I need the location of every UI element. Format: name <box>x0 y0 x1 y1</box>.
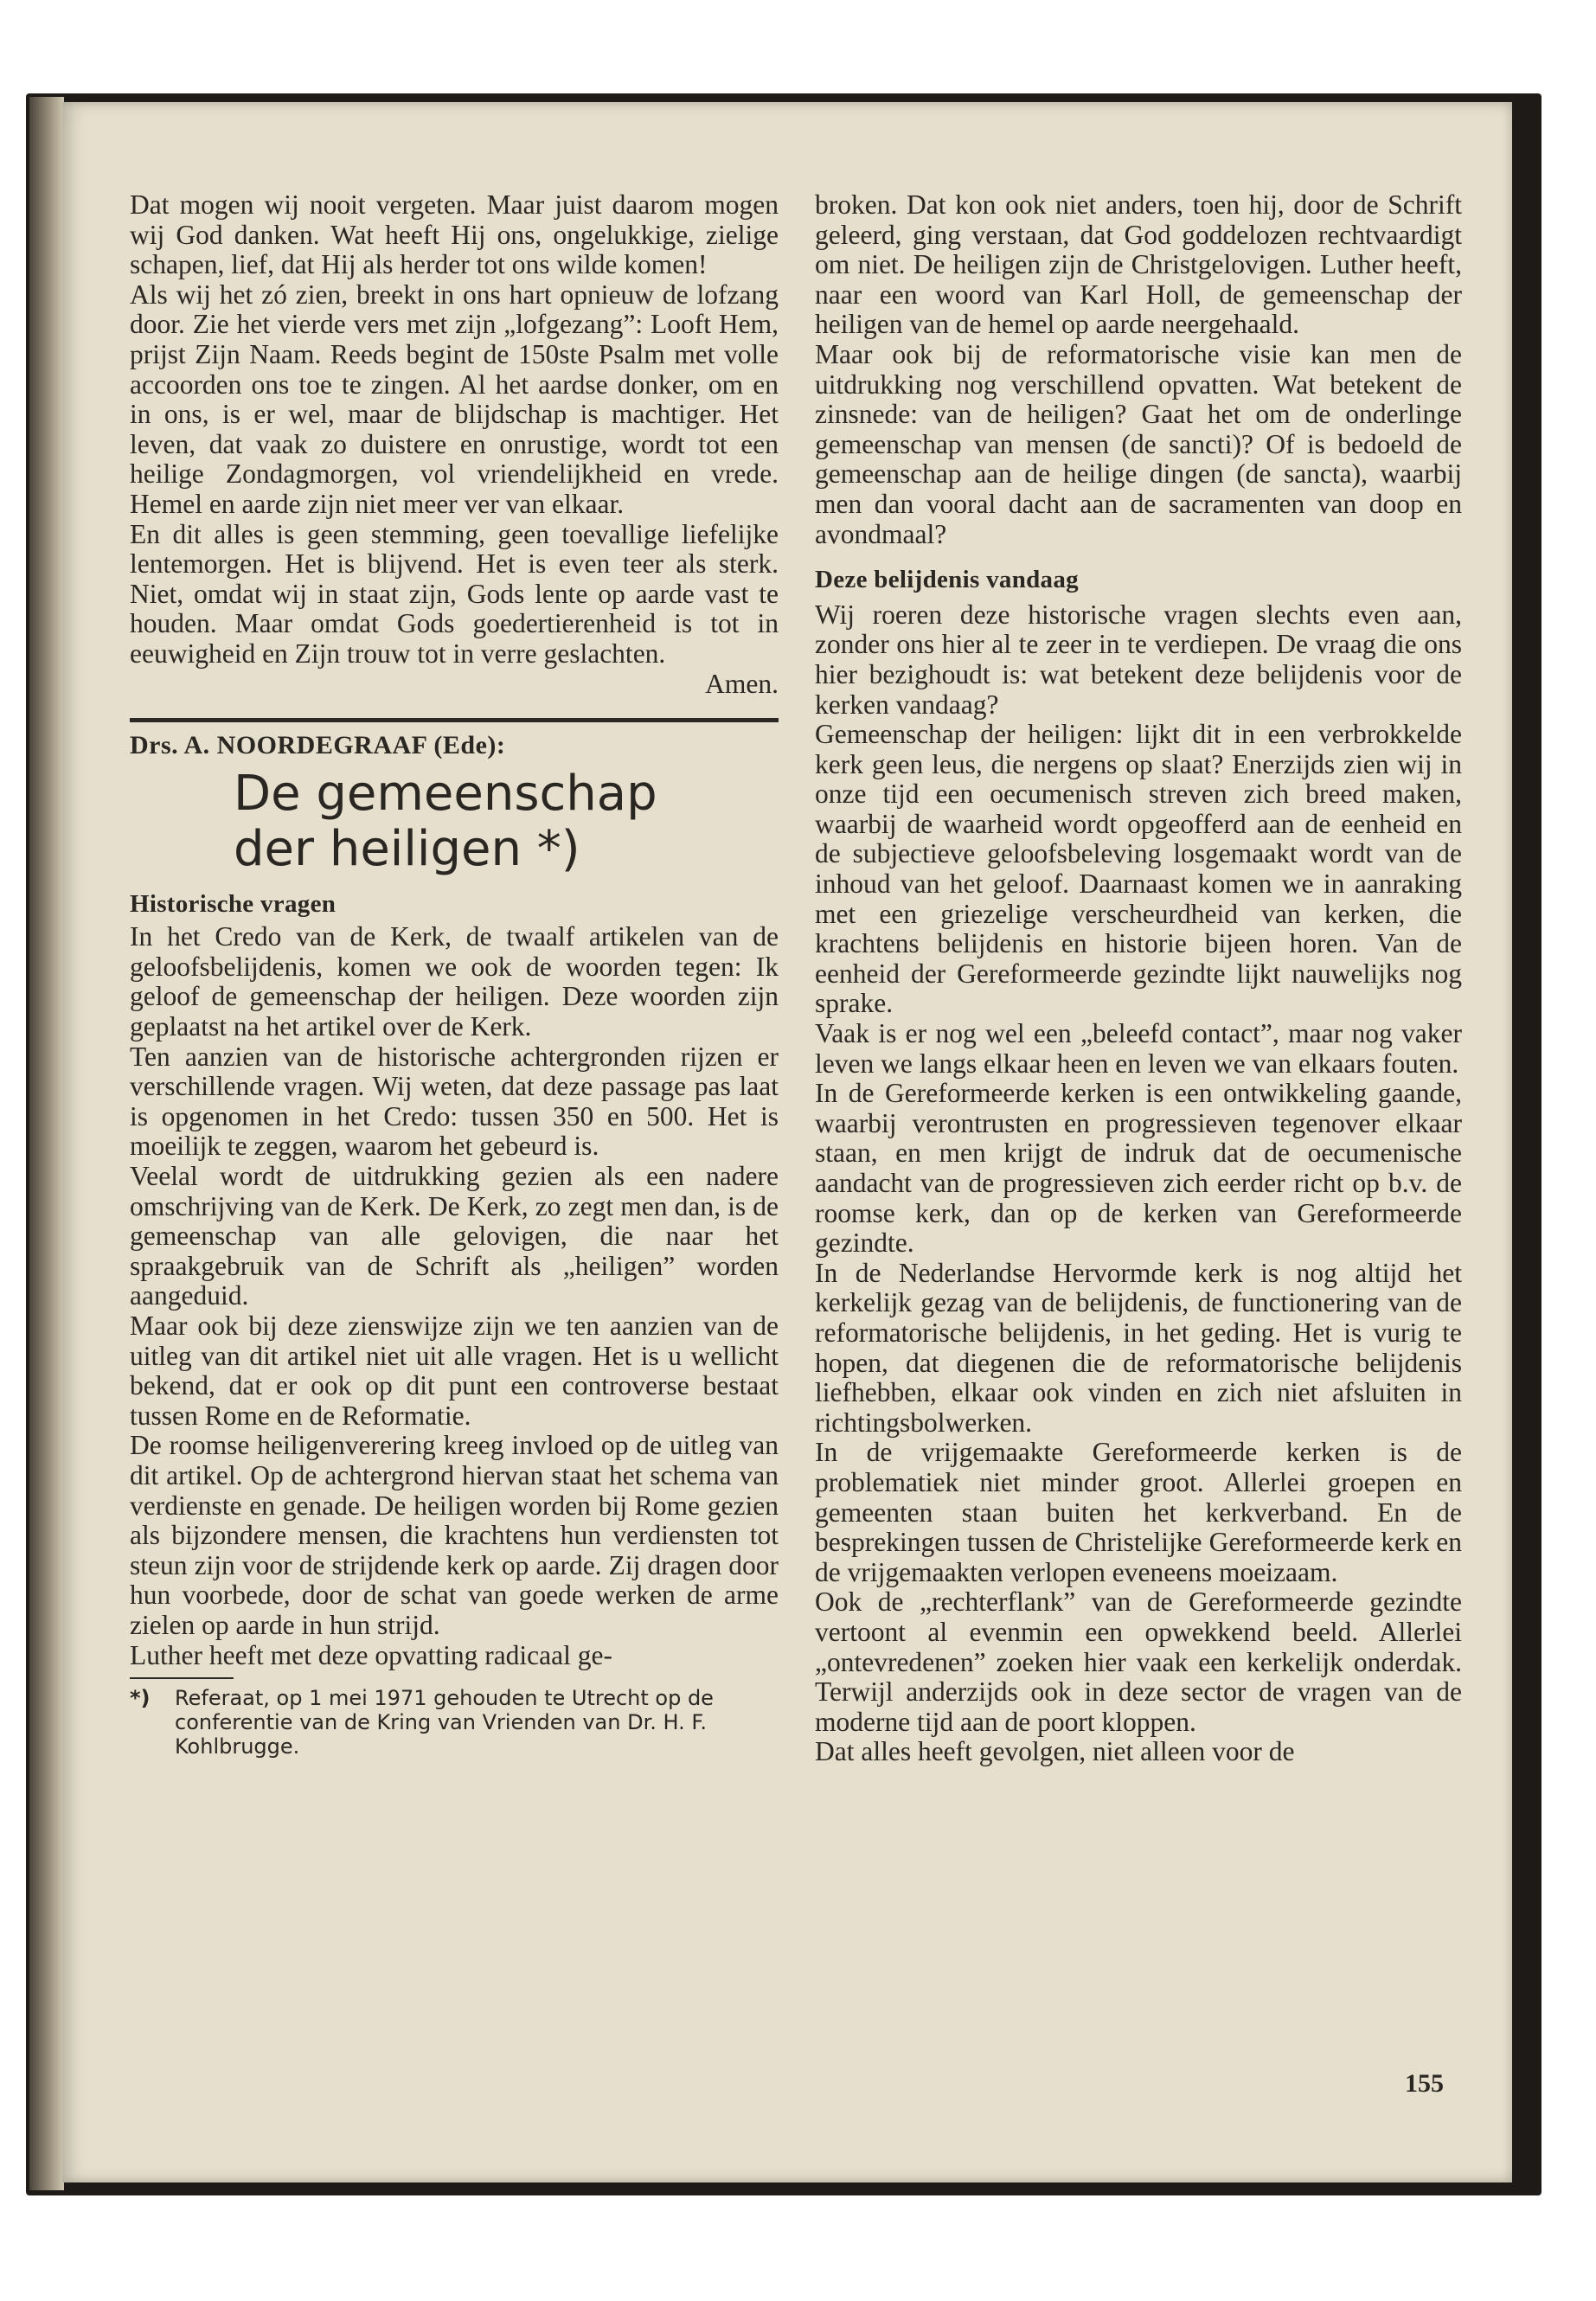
intro-paragraph-2: Als wij het zó zien, breekt in ons hart opnieuw de lofzang door. Zie het vierde vers met zijn „lofgezang”: Looft Hem, prijst Zijn Naam. Reeds begint de 150ste Psalm met volle accoorden ons toe te zingen. Al het aardse donker, om en in ons, is er wel, maar de blijdschap is machtiger. Het leven, dat vaak zo duistere en onrustige, wordt tot een heilige Zondagmorgen, vol vriendelijkheid en vrede. Hemel en aarde zijn niet meer ver van elkaar. <box>130 279 779 519</box>
body-paragraph-2: Ten aanzien van de historische achtergronden rijzen er verschillende vragen. Wij weten, dat deze passage pas laat is opgenomen in het Credo: tussen 350 en 500. Het is moeilijk te zeggen, waarom het gebeurd is. <box>130 1041 779 1162</box>
right-body-paragraph-7: Ook de „rechterflank” van de Gereformeerde gezindte vertoont al evenmin een opwekkend beeld. Allerlei „ontevredenen” zoeken hier vaak een kerkelijk onderdak. Terwijl anderzijds ook in deze sector de vragen van de moderne tijd aan de poort kloppen. <box>815 1586 1462 1737</box>
article-title-line-1: De gemeenschap <box>234 765 657 822</box>
section-divider <box>130 718 779 722</box>
page-number: 155 <box>1405 2069 1444 2098</box>
right-body-paragraph-1: Wij roeren deze historische vragen slechts even aan, zonder ons hier al te zeer in te verdiepen. De vraag die ons hier bezighoudt is: wat betekent deze belijdenis voor de kerken vandaag? <box>815 599 1462 720</box>
intro-paragraph-3: En dit alles is geen stemming, geen toevallige liefelijke lentemorgen. Het is blijvend. Het is even teer als sterk. Niet, omdat wij in staat zijn, Gods lente op aarde vast te houden. Maar omdat Gods goedertierenheid is tot in eeuwigheid en Zijn trouw tot in verre geslachten. <box>130 518 779 669</box>
right-column <box>815 190 1462 1767</box>
left-column <box>130 190 779 1759</box>
right-body-paragraph-5: In de Nederlandse Hervormde kerk is nog altijd het kerkelijk gezag van de belijdenis, de functionering van de reformatorische belijdenis, in het geding. Het is vurig te hopen, dat diegenen die de reformatorische belijdenis liefhebben, elkaar ook vinden en zich niet afsluiten in richtingsbolwerken. <box>815 1257 1462 1438</box>
article-title <box>234 766 779 877</box>
book-spine <box>29 97 64 2190</box>
intro-paragraph-1: Dat mogen wij nooit vergeten. Maar juist daarom mogen wij God danken. Wat heeft Hij ons, ongelukkige, zielige schapen, lief, dat Hij als herder tot ons wilde komen! <box>130 189 779 280</box>
body-paragraph-5: De roomse heiligenverering kreeg invloed op de uitleg van dit artikel. Op de achtergrond hiervan staat het schema van verdienste en genade. De heiligen worden bij Rome gezien als bijzondere mensen, die krachtens hun verdiensten tot steun zijn voor de strijdende kerk op aarde. Zij dragen door hun voorbede, door de schat van goede werken de arme zielen op aarde in hun strijd. <box>130 1430 779 1640</box>
right-body-paragraph-4: In de Gereformeerde kerken is een ontwikkeling gaande, waarbij verontrusten en progressieven tegenover elkaar staan, en men krijgt de indruk dat de oecumenische aandacht van de progressieven zich eerder richt op b.v. de roomse kerk, dan op de kerken van Gereformeerde gezindte. <box>815 1078 1462 1259</box>
body-paragraph-4: Maar ook bij deze zienswijze zijn we ten aanzien van de uitleg van dit artikel niet uit alle vragen. Het is u wellicht bekend, dat er ook op dit punt een controverse bestaat tussen Rome en de Reformatie. <box>130 1311 779 1431</box>
right-body-paragraph-3: Vaak is er nog wel een „beleefd contact”, maar nog vaker leven we langs elkaar heen en leven we van elkaars fouten. <box>815 1018 1462 1079</box>
right-body-paragraph-6: In de vrijgemaakte Gereformeerde kerken is de problematiek niet minder groot. Allerlei groepen en gemeenten staan buiten het kerkverband. En de besprekingen tussen de Christelijke Gereformeerde kerk en de vrijgemaakten verlopen eveneens moeizaam. <box>815 1437 1462 1587</box>
footnote-mark: *) <box>130 1686 151 1711</box>
footnote-text: Referaat, op 1 mei 1971 gehouden te Utrecht op de conferentie van de Kring van Vrienden van Dr. H. F. Kohlbrugge. <box>175 1686 714 1759</box>
amen-closing: Amen. <box>705 668 779 699</box>
footnote-divider <box>130 1677 234 1679</box>
body-paragraph-6: Luther heeft met deze opvatting radicaal ge- <box>130 1639 612 1670</box>
body-paragraph-1: In het Credo van de Kerk, de twaalf artikelen van de geloofsbelijdenis, komen we ook de woorden tegen: Ik geloof de gemeenschap der heiligen. Deze woorden zijn geplaatst na het artikel over de Kerk. <box>130 921 779 1042</box>
right-top-paragraph-1: broken. Dat kon ook niet anders, toen hij, door de Schrift geleerd, ging verstaan, dat God goddelozen rechtvaardigt om niet. De heiligen zijn de Christgelovigen. Luther heeft, naar een woord van Karl Holl, de gemeenschap der heiligen van de hemel op aarde neergehaald. <box>815 189 1462 340</box>
subheading-deze-belijdenis-vandaag: Deze belijdenis vandaag <box>815 566 1079 594</box>
body-paragraph-3: Veelal wordt de uitdrukking gezien als een nadere omschrijving van de Kerk. De Kerk, zo zegt men dan, is de gemeenschap van alle gelovigen, die naar het spraakgebruik van de Schrift als „heiligen” worden aangeduid. <box>130 1161 779 1311</box>
right-top-paragraph-2: Maar ook bij de reformatorische visie kan men de uitdrukking nog verschillend opvatten. Wat betekent de zinsnede: van de heiligen? Gaat het om de onderlinge gemeenschap van mensen (de sancti)? Of is bedoeld de gemeenschap aan de heilige dingen (de sancta), waarbij men dan vooral dacht aan de sacramenten van doop en avondmaal? <box>815 338 1462 549</box>
article-title-line-2: der heiligen *) <box>234 820 580 877</box>
subheading-historische-vragen: Historische vragen <box>130 889 337 918</box>
right-body-paragraph-2: Gemeenschap der heiligen: lijkt dit in een verbrokkelde kerk geen leus, die nergens op slaat? Enerzijds zien wij in onze tijd een oecumenisch streven zich breed maken, waarbij de waarheid wordt opgeofferd aan de eenheid en de subjectieve geloofsbeleving losgemaakt wordt van de inhoud van het geloof. Daarnaast komen we in aanraking met een griezelige verscheurdheid van kerken, die krachtens belijdenis en historie bijeen horen. Van de eenheid der Gereformeerde gezindte lijkt nauwelijks nog sprake. <box>815 719 1462 1019</box>
right-body-paragraph-8: Dat alles heeft gevolgen, niet alleen voor de <box>815 1736 1295 1767</box>
footnote <box>130 1686 779 1759</box>
author-byline: Drs. A. NOORDEGRAAF (Ede): <box>130 731 506 760</box>
